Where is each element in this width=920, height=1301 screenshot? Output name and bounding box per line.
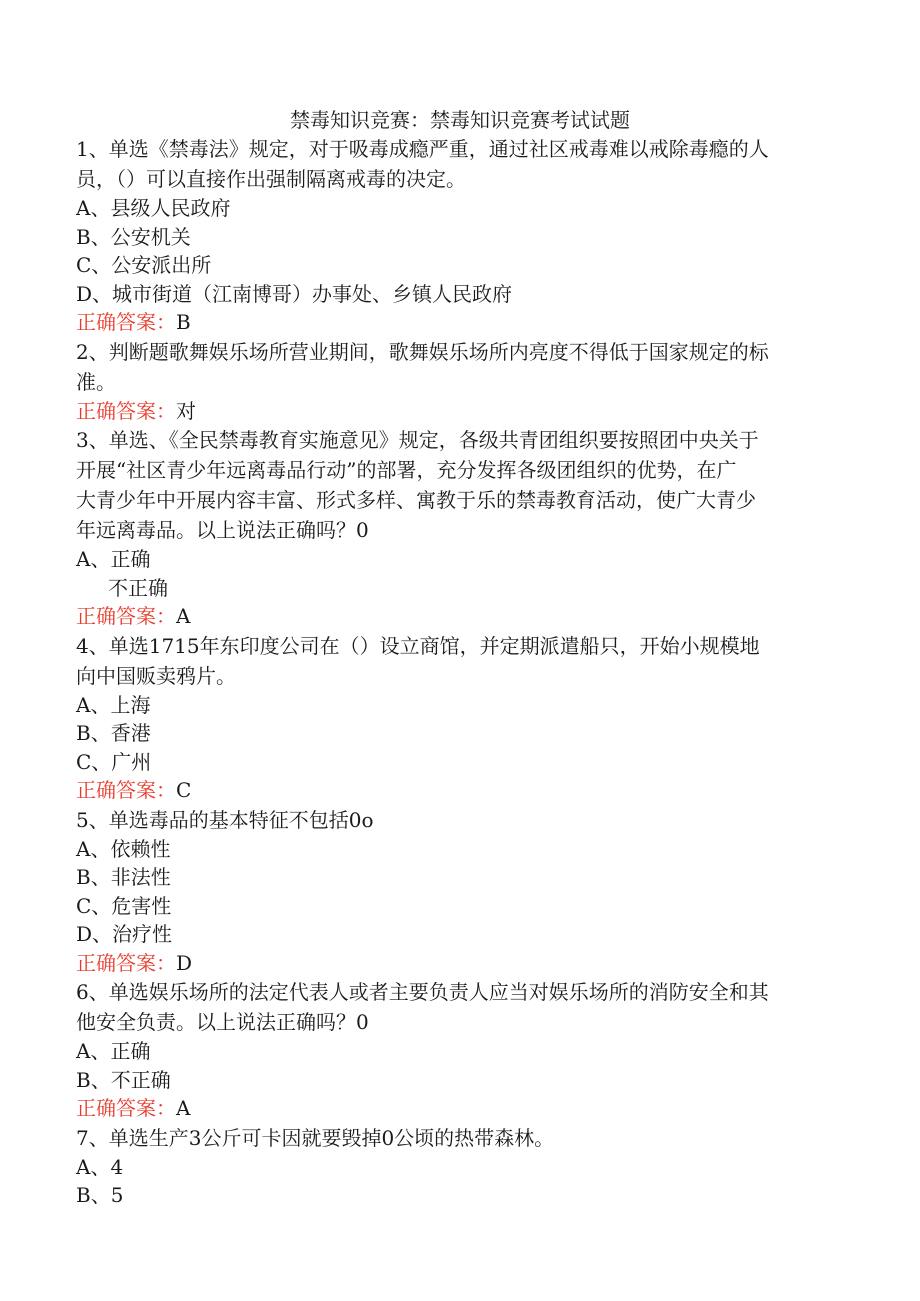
answer-value: A bbox=[176, 604, 191, 628]
option: D、治疗性 bbox=[76, 922, 173, 946]
option: C、危害性 bbox=[76, 893, 172, 918]
question-text-line: 向中国贩卖鸦片。 bbox=[76, 663, 236, 688]
document-title: 禁毒知识竞赛：禁毒知识竞赛考试试题 bbox=[290, 108, 630, 132]
question-text-line: 员，（）可以直接作出强制隔离戒毒的决定。 bbox=[76, 167, 466, 191]
question-text-line: 他安全负责。以上说法正确吗？0 bbox=[76, 1010, 369, 1034]
question-5 bbox=[76, 805, 836, 978]
question-4 bbox=[76, 631, 836, 805]
option: B、公安机关 bbox=[76, 224, 191, 249]
answer-value: C bbox=[176, 778, 192, 802]
answer-label: 正确答案： bbox=[76, 950, 176, 975]
answer-line bbox=[76, 949, 836, 978]
question-text-line: 准。 bbox=[76, 369, 116, 394]
question-7 bbox=[76, 1123, 836, 1210]
answer-line bbox=[76, 776, 836, 805]
answer-label: 正确答案： bbox=[76, 604, 176, 628]
option: C、公安派出所 bbox=[76, 253, 212, 277]
option: B、不正确 bbox=[76, 1067, 171, 1092]
question-text-line: 大青少年中开展内容丰富、形式多样、寓教于乐的禁毒教育活动，使广大青少 bbox=[76, 488, 756, 512]
question-list bbox=[76, 134, 836, 1210]
answer-label: 正确答案： bbox=[76, 1096, 176, 1120]
option: 不正确 bbox=[108, 575, 168, 600]
option: A、依赖性 bbox=[76, 836, 171, 861]
option: B、香港 bbox=[76, 721, 151, 745]
option: A、县级人民政府 bbox=[76, 196, 231, 220]
option: C、广州 bbox=[76, 749, 152, 774]
question-6 bbox=[76, 977, 836, 1123]
question-text-line: 开展“社区青少年远离毒品行动”的部署，充分发挥各级团组织的优势，在广 bbox=[76, 458, 737, 482]
answer-label: 正确答案： bbox=[76, 398, 176, 423]
question-text-line: 5、单选毒品的基本特征不包括0o bbox=[76, 807, 374, 832]
question-text-line: 4、单选1715年东印度公司在（）设立商馆，并定期派遣船只，开始小规模地 bbox=[76, 633, 760, 658]
answer-label: 正确答案： bbox=[76, 310, 176, 334]
option: A、4 bbox=[76, 1154, 124, 1179]
question-text-line: 1、单选《禁毒法》规定，对于吸毒成瘾严重，通过社区戒毒难以戒除毒瘾的人 bbox=[76, 137, 769, 161]
question-2 bbox=[76, 337, 836, 426]
answer-line bbox=[76, 397, 836, 426]
answer-value: 对 bbox=[176, 398, 196, 423]
option: B、非法性 bbox=[76, 865, 171, 889]
answer-value: B bbox=[176, 310, 191, 334]
answer-value: A bbox=[176, 1096, 191, 1120]
option: A、正确 bbox=[76, 547, 151, 571]
answer-label: 正确答案： bbox=[76, 778, 176, 802]
option: B、5 bbox=[76, 1183, 124, 1207]
question-text-line: 7、单选生产3公斤可卡因就要毁掉0公顷的热带森林。 bbox=[76, 1125, 555, 1150]
option: A、正确 bbox=[76, 1039, 151, 1063]
answer-value: D bbox=[176, 950, 193, 975]
answer-line bbox=[76, 308, 836, 337]
answer-line bbox=[76, 1094, 836, 1123]
answer-line bbox=[76, 602, 836, 631]
question-text-line: 年远离毒品。以上说法正确吗？0 bbox=[76, 518, 369, 542]
question-text-line: 3、单选、《全民禁毒教育实施意见》规定，各级共青团组织要按照团中央关于 bbox=[76, 428, 759, 452]
question-text-line: 2、判断题歌舞娱乐场所营业期间，歌舞娱乐场所内亮度不得低于国家规定的标 bbox=[76, 339, 769, 364]
question-1 bbox=[76, 134, 836, 337]
option: D、城市街道（江南博哥）办事处、乡镇人民政府 bbox=[76, 281, 513, 306]
option: A、上海 bbox=[76, 692, 151, 717]
question-3 bbox=[76, 425, 836, 631]
question-text-line: 6、单选娱乐场所的法定代表人或者主要负责人应当对娱乐场所的消防安全和其 bbox=[76, 980, 769, 1004]
